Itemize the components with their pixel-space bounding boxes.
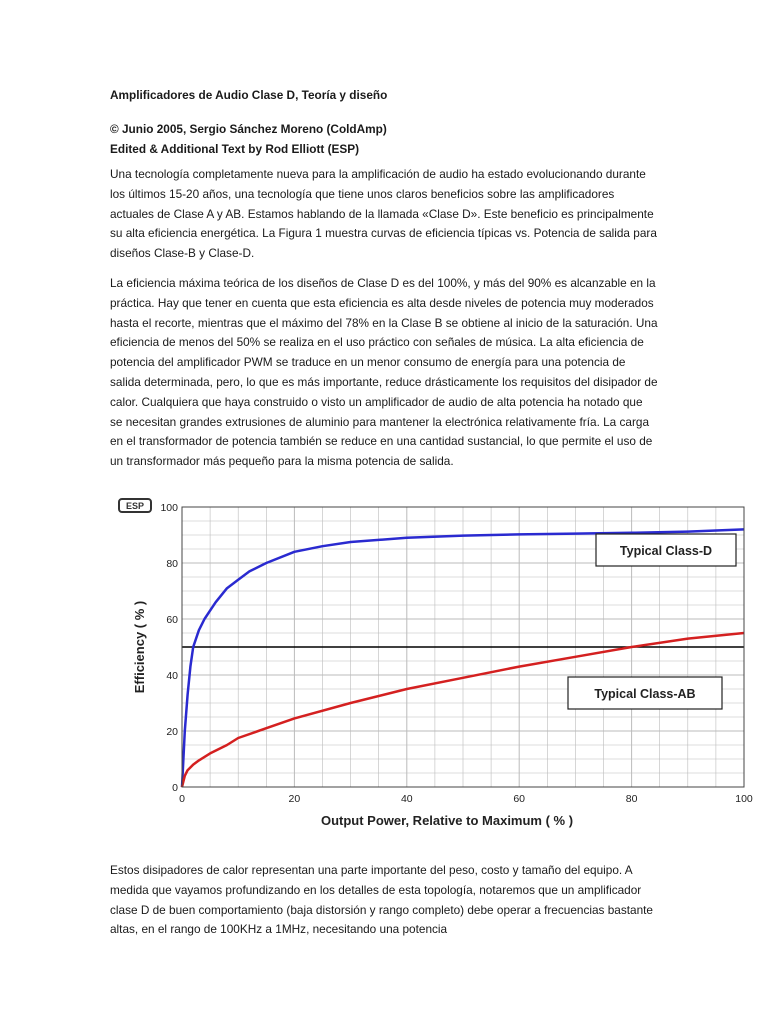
x-tick-label: 60 [513, 793, 526, 805]
legend-label: Typical Class-D [619, 544, 713, 558]
x-tick-label: 0 [179, 793, 185, 805]
y-axis-label: Efficiency ( % ) [132, 600, 147, 694]
paragraph-3: Estos disipadores de calor representan una parte importante del peso, costo y tamaño del equipo. A medida que vayamos profundizando en los detalles de esta topología, notaremos que un amplificador clase D de buen comportamiento (baja distorsión y rango completo) debe operar a frecuencias bastante altas, en el rango de 100KHz a 1MHz, necesitando una potencia [110, 863, 653, 937]
efficiency-chart [106, 494, 766, 836]
x-tick-label: 100 [735, 793, 753, 805]
paragraph-2: La eficiencia máxima teórica de los diseños de Clase D es del 100%, y más del 90% es alcanzable en la práctica. Hay que tener en cuenta que esta eficiencia es alta desde niveles de potencia muy moderados hasta el recorte, mientras que el máximo del 78% en la Clase B se obtiene al inicio de la saturación. Una eficiencia de menos del 50% se realiza en el uso práctico con señales de música. La alta eficiencia de potencia del amplificador PWM se traduce en un menor consumo de energía para una potencia de salida determinada, pero, lo que es más importante, reduce drásticamente los requisitos del disipador de calor. Cualquiera que haya construido o visto un amplificador de audio de alta potencia ha notado que se necesitan grandes extrusiones de aluminio para mantener la electrónica relativamente fría. La carga en el transformador de potencia también se reduce en una cantidad sustancial, lo que permite el uso de un transformador más pequeño para la misma potencia de salida. [110, 276, 658, 469]
y-tick-label: 0 [172, 782, 178, 794]
chart-svg [106, 494, 766, 836]
y-tick-label: 40 [166, 670, 178, 682]
edited-line: Edited & Additional Text by Rod Elliott (ESP) [110, 141, 360, 156]
y-tick-label: 80 [166, 558, 178, 570]
x-tick-label: 20 [288, 793, 301, 805]
x-tick-label: 80 [625, 793, 638, 805]
x-axis-label: Output Power, Relative to Maximum ( % ) [320, 813, 574, 828]
author-block [110, 120, 658, 160]
chart-legends [568, 534, 736, 709]
document-title: Amplificadores de Audio Clase D, Teoría y diseño [110, 88, 388, 102]
y-tick-label: 60 [166, 614, 178, 626]
paragraph-1: Una tecnología completamente nueva para la amplificación de audio ha estado evolucionando durante los últimos 15-20 años, una tecnología que tiene unos claros beneficios sobre las amplificadores actuales de Clase A y AB. Estamos hablando de la llamada «Clase D». Este beneficio es principalmente su alta eficiencia energética. La Figura 1 muestra curvas de eficiencia típicas vs. Potencia de salida para diseños Clase-B y Clase-D. [110, 167, 657, 261]
y-tick-label: 100 [160, 502, 178, 514]
logo-text: ESP [125, 501, 145, 511]
esp-logo [119, 499, 151, 512]
y-tick-label: 20 [166, 726, 178, 738]
copyright-line: © Junio 2005, Sergio Sánchez Moreno (ColdAmp) [110, 122, 387, 136]
legend-label: Typical Class-AB [594, 687, 696, 701]
x-tick-label: 40 [400, 793, 413, 805]
